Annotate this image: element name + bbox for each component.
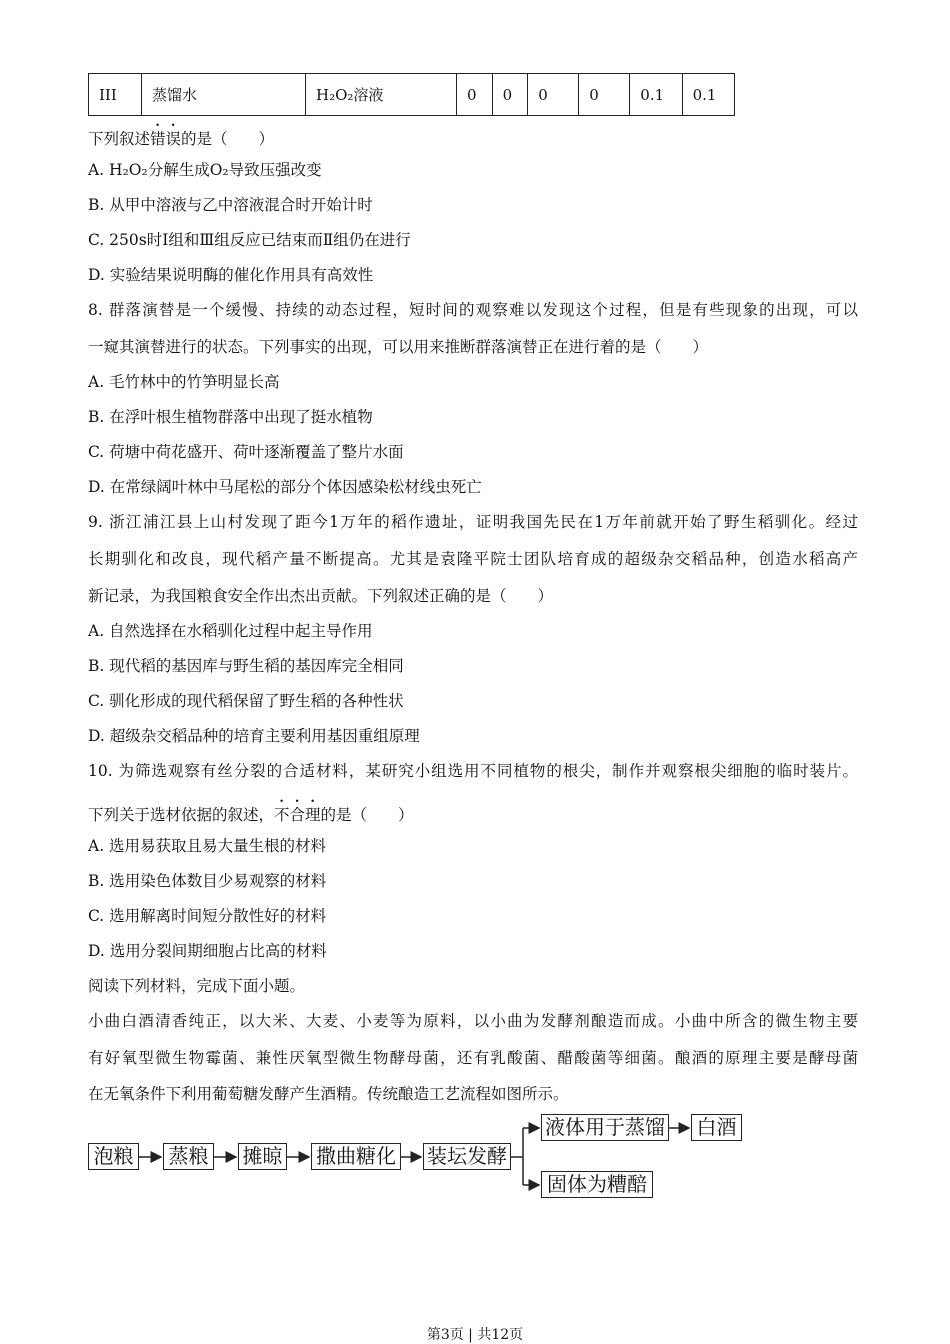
reading-intro: 阅读下列材料，完成下面小题。: [88, 977, 306, 995]
cell: 0: [579, 74, 630, 116]
cell: 0: [457, 74, 493, 116]
q8-stem-line: 8. 群落演替是一个缓慢、持续的动态过程，短时间的观察难以发现这个过程，但是有些现象的出现，可以: [88, 301, 858, 319]
flow-step-saccharify: 撒曲糖化: [311, 1143, 401, 1170]
text: 下列关于选材依据的叙述，: [88, 806, 275, 824]
page-footer: 第3页 | 共12页: [426, 1327, 524, 1343]
q9-option-b: B. 现代稻的基因库与野生稻的基因库完全相同: [88, 657, 404, 675]
flow-step-soak: 泡粮: [88, 1143, 139, 1170]
cell: 0: [528, 74, 579, 116]
q7-option-d: D. 实验结果说明酶的催化作用具有高效性: [88, 266, 374, 284]
q10-option-b: B. 选用染色体数目少易观察的材料: [88, 872, 327, 890]
cell: 0: [492, 74, 528, 116]
flow-step-steam: 蒸粮: [163, 1143, 214, 1170]
reading-paragraph-line: 小曲白酒清香纯正，以大米、大麦、小麦等为原料，以小曲为发酵剂酿造而成。小曲中所含的微生物主要: [88, 1012, 858, 1030]
flow-step-liquor: 白酒: [691, 1114, 742, 1141]
cell: 0.1: [682, 74, 734, 116]
q7-option-b: B. 从甲中溶液与乙中溶液混合时开始计时: [88, 196, 373, 214]
emphasized-text: 错误: [150, 130, 182, 148]
text: 下列叙述: [88, 130, 151, 148]
q7-option-c: C. 250s时Ⅰ组和Ⅲ组反应已结束而Ⅱ组仍在进行: [88, 231, 411, 249]
flow-step-solid: 固体为糟醅: [541, 1171, 653, 1198]
q9-option-d: D. 超级杂交稻品种的培育主要利用基因重组原理: [88, 727, 420, 745]
q7-option-a: A. H₂O₂分解生成O₂导致压强改变: [88, 161, 322, 179]
q8-option-a: A. 毛竹林中的竹笋明显长高: [88, 373, 280, 391]
cell: 0.1: [630, 74, 682, 116]
q10-option-c: C. 选用解离时间短分散性好的材料: [88, 907, 327, 925]
cell: 蒸馏水: [142, 74, 306, 116]
q9-stem-line: 长期驯化和改良，现代稻产量不断提高。尤其是袁隆平院士团队培育成的超级杂交稻品种，创造水稻高产: [88, 550, 858, 568]
q8-stem-line: 一窥其演替进行的状态。下列事实的出现，可以用来推断群落演替正在进行着的是（ ）: [88, 338, 709, 356]
q8-option-b: B. 在浮叶根生植物群落中出现了挺水植物: [88, 408, 373, 426]
q9-option-c: C. 驯化形成的现代稻保留了野生稻的各种性状: [88, 692, 404, 710]
text: 的是（ ）: [320, 806, 414, 824]
q8-option-d: D. 在常绿阔叶林中马尾松的部分个体因感染松材线虫死亡: [88, 478, 482, 496]
flow-step-liquid: 液体用于蒸馏: [541, 1114, 669, 1141]
q10-option-a: A. 选用易获取且易大量生根的材料: [88, 837, 327, 855]
q9-option-a: A. 自然选择在水稻驯化过程中起主导作用: [88, 622, 373, 640]
cell: H₂O₂溶液: [306, 74, 457, 116]
q8-option-c: C. 荷塘中荷花盛开、荷叶逐渐覆盖了整片水面: [88, 443, 404, 461]
reading-paragraph-line: 在无氧条件下利用葡萄糖发酵产生酒精。传统酿造工艺流程如图所示。: [88, 1085, 569, 1103]
emphasized-text: 不合理: [274, 806, 321, 824]
cell: III: [89, 74, 142, 116]
flow-step-ferment: 装坛发酵: [423, 1143, 511, 1170]
q10-stem-line: 10. 为筛选观察有丝分裂的合适材料，某研究小组选用不同植物的根尖，制作并观察根尖细胞的临时装片。: [88, 762, 858, 780]
text: 的是（ ）: [181, 130, 275, 148]
flow-step-cool: 摊晾: [238, 1143, 287, 1170]
q9-stem-line: 9. 浙江浦江县上山村发现了距今1万年的稻作遗址，证明我国先民在1万年前就开始了野生稻驯化。经过: [88, 513, 858, 531]
q9-stem-line: 新记录，为我国粮食安全作出杰出贡献。下列叙述正确的是（ ）: [88, 587, 554, 605]
q10-option-d: D. 选用分裂间期细胞占比高的材料: [88, 942, 327, 960]
reading-paragraph-line: 有好氧型微生物霉菌、兼性厌氧型微生物酵母菌，还有乳酸菌、醋酸菌等细菌。酿酒的原理主要是酵母菌: [88, 1049, 858, 1067]
